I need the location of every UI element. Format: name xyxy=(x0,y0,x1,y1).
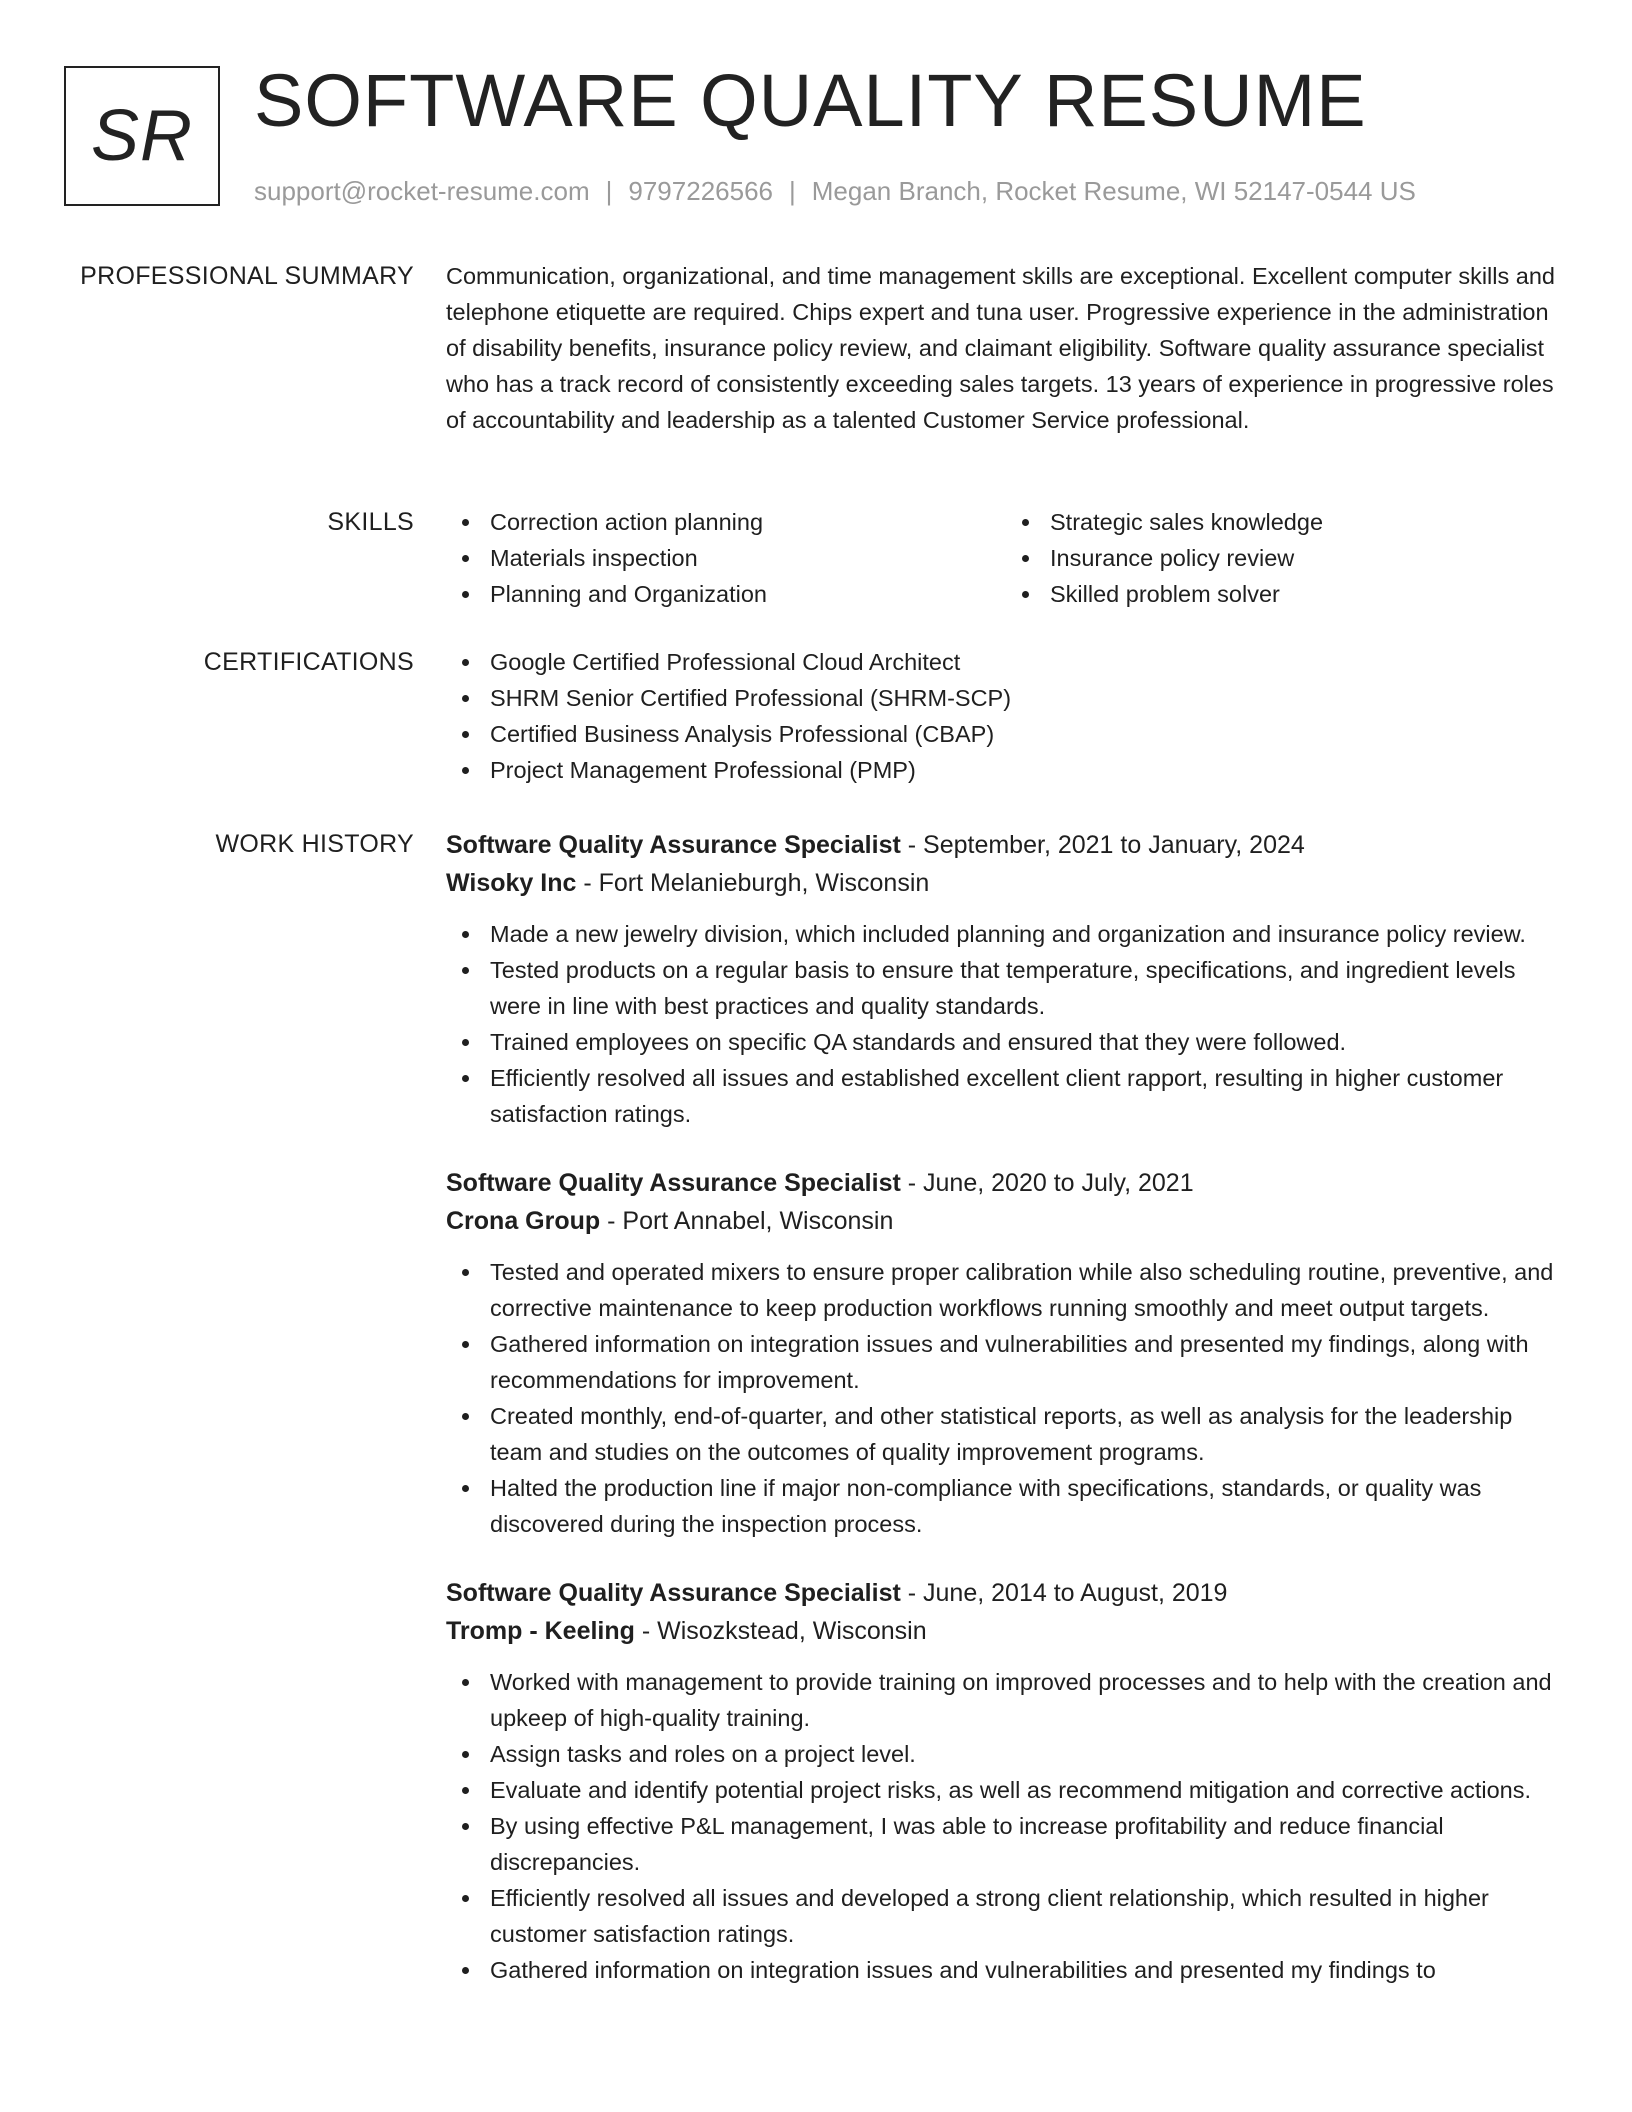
section-heading: CERTIFICATIONS xyxy=(203,648,414,676)
section-heading: WORK HISTORY xyxy=(215,830,414,858)
monogram-logo xyxy=(64,66,220,206)
certification-item: SHRM Senior Certified Professional (SHRM-SCP) xyxy=(490,680,1566,716)
skill-item: Materials inspection xyxy=(490,540,1006,576)
contact-separator: | xyxy=(789,176,796,206)
section-heading: SKILLS xyxy=(327,508,414,536)
job-bullet: Efficiently resolved all issues and established excellent client rapport, resulting in higher customer satisfaction ratings. xyxy=(490,1060,1566,1132)
job-title-line xyxy=(446,1164,1566,1202)
contact-email: support@rocket-resume.com xyxy=(254,176,590,206)
job-bullet: Efficiently resolved all issues and developed a strong client relationship, which resulted in higher customer satisfaction ratings. xyxy=(490,1880,1566,1952)
work-history-body xyxy=(446,826,1566,2020)
section-heading: PROFESSIONAL SUMMARY xyxy=(80,262,414,290)
monogram-initials: SR xyxy=(90,96,194,176)
job-location: - Wisozkstead, Wisconsin xyxy=(634,1617,927,1645)
job-bullet: Trained employees on specific QA standards and ensured that they were followed. xyxy=(490,1024,1566,1060)
skills-list-left xyxy=(446,504,1006,612)
certification-item: Certified Business Analysis Professional (CBAP) xyxy=(490,716,1566,752)
job-bullets xyxy=(446,1664,1566,1988)
skills-body xyxy=(446,504,1566,612)
contact-separator: | xyxy=(605,176,613,206)
job-company: Crona Group xyxy=(446,1207,601,1235)
certification-item: Google Certified Professional Cloud Architect xyxy=(490,644,1566,680)
skills-list-right xyxy=(1006,504,1566,612)
contact-line xyxy=(254,174,1416,208)
job-dates: - June, 2014 to August, 2019 xyxy=(900,1579,1228,1607)
skill-item: Correction action planning xyxy=(490,504,1006,540)
job-bullet: Gathered information on integration issues and vulnerabilities and presented my findings, along with recommendations for improvement. xyxy=(490,1326,1566,1398)
skill-item: Skilled problem solver xyxy=(1050,576,1566,612)
summary-text: Communication, organizational, and time management skills are exceptional. Excellent computer skills and telephone etiquette are required. Chips expert and tuna user. Progressive experience in the administration of disability benefits, insurance policy review, and claimant eligibility. Software quality assurance specialist who has a track record of consistently exceeding sales targets. 13 years of experience in progressive roles of accountability and leadership as a talented Customer Service professional. xyxy=(446,263,1555,433)
job-location: - Fort Melanieburgh, Wisconsin xyxy=(576,869,930,897)
certification-item: Project Management Professional (PMP) xyxy=(490,752,1566,788)
job-bullet: Assign tasks and roles on a project level. xyxy=(490,1736,1566,1772)
job-entry xyxy=(446,826,1566,1132)
job-title: Software Quality Assurance Specialist xyxy=(446,1579,901,1607)
job-bullets xyxy=(446,1254,1566,1542)
job-title: Software Quality Assurance Specialist xyxy=(446,1169,901,1197)
job-bullet: Halted the production line if major non-compliance with specifications, standards, or quality was discovered during the inspection process. xyxy=(490,1470,1566,1542)
summary-body xyxy=(446,258,1566,438)
contact-address: Megan Branch, Rocket Resume, WI 52147-0544 US xyxy=(811,176,1416,206)
certifications-list xyxy=(446,644,1566,788)
job-bullet: Tested and operated mixers to ensure proper calibration while also scheduling routine, preventive, and corrective maintenance to keep production workflows running smoothly and meet output targets. xyxy=(490,1254,1566,1326)
job-location: - Port Annabel, Wisconsin xyxy=(600,1207,894,1235)
job-bullet: Gathered information on integration issues and vulnerabilities and presented my findings to xyxy=(490,1952,1566,1988)
job-bullet: Evaluate and identify potential project risks, as well as recommend mitigation and corrective actions. xyxy=(490,1772,1566,1808)
job-company-line xyxy=(446,1612,1566,1650)
job-title: Software Quality Assurance Specialist xyxy=(446,831,901,859)
resume-title: SOFTWARE QUALITY RESUME xyxy=(254,59,1367,142)
job-bullets xyxy=(446,916,1566,1132)
job-bullet: Made a new jewelry division, which included planning and organization and insurance policy review. xyxy=(490,916,1566,952)
job-bullet: Tested products on a regular basis to ensure that temperature, specifications, and ingredient levels were in line with best practices and quality standards. xyxy=(490,952,1566,1024)
job-entry xyxy=(446,1574,1566,1988)
skill-item: Planning and Organization xyxy=(490,576,1006,612)
contact-phone: 9797226566 xyxy=(628,176,773,206)
skill-item: Insurance policy review xyxy=(1050,540,1566,576)
job-title-line xyxy=(446,1574,1566,1612)
skill-item: Strategic sales knowledge xyxy=(1050,504,1566,540)
job-title-line xyxy=(446,826,1566,864)
job-dates: - June, 2020 to July, 2021 xyxy=(900,1169,1194,1197)
job-entry xyxy=(446,1164,1566,1542)
job-dates: - September, 2021 to January, 2024 xyxy=(900,831,1305,859)
job-company-line xyxy=(446,864,1566,902)
job-bullet: Created monthly, end-of-quarter, and other statistical reports, as well as analysis for the leadership team and studies on the outcomes of quality improvement programs. xyxy=(490,1398,1566,1470)
job-company: Tromp - Keeling xyxy=(446,1617,635,1645)
certifications-body xyxy=(446,644,1566,788)
job-bullet: By using effective P&L management, I was able to increase profitability and reduce financial discrepancies. xyxy=(490,1808,1566,1880)
job-company-line xyxy=(446,1202,1566,1240)
job-bullet: Worked with management to provide training on improved processes and to help with the creation and upkeep of high-quality training. xyxy=(490,1664,1566,1736)
job-company: Wisoky Inc xyxy=(446,869,577,897)
